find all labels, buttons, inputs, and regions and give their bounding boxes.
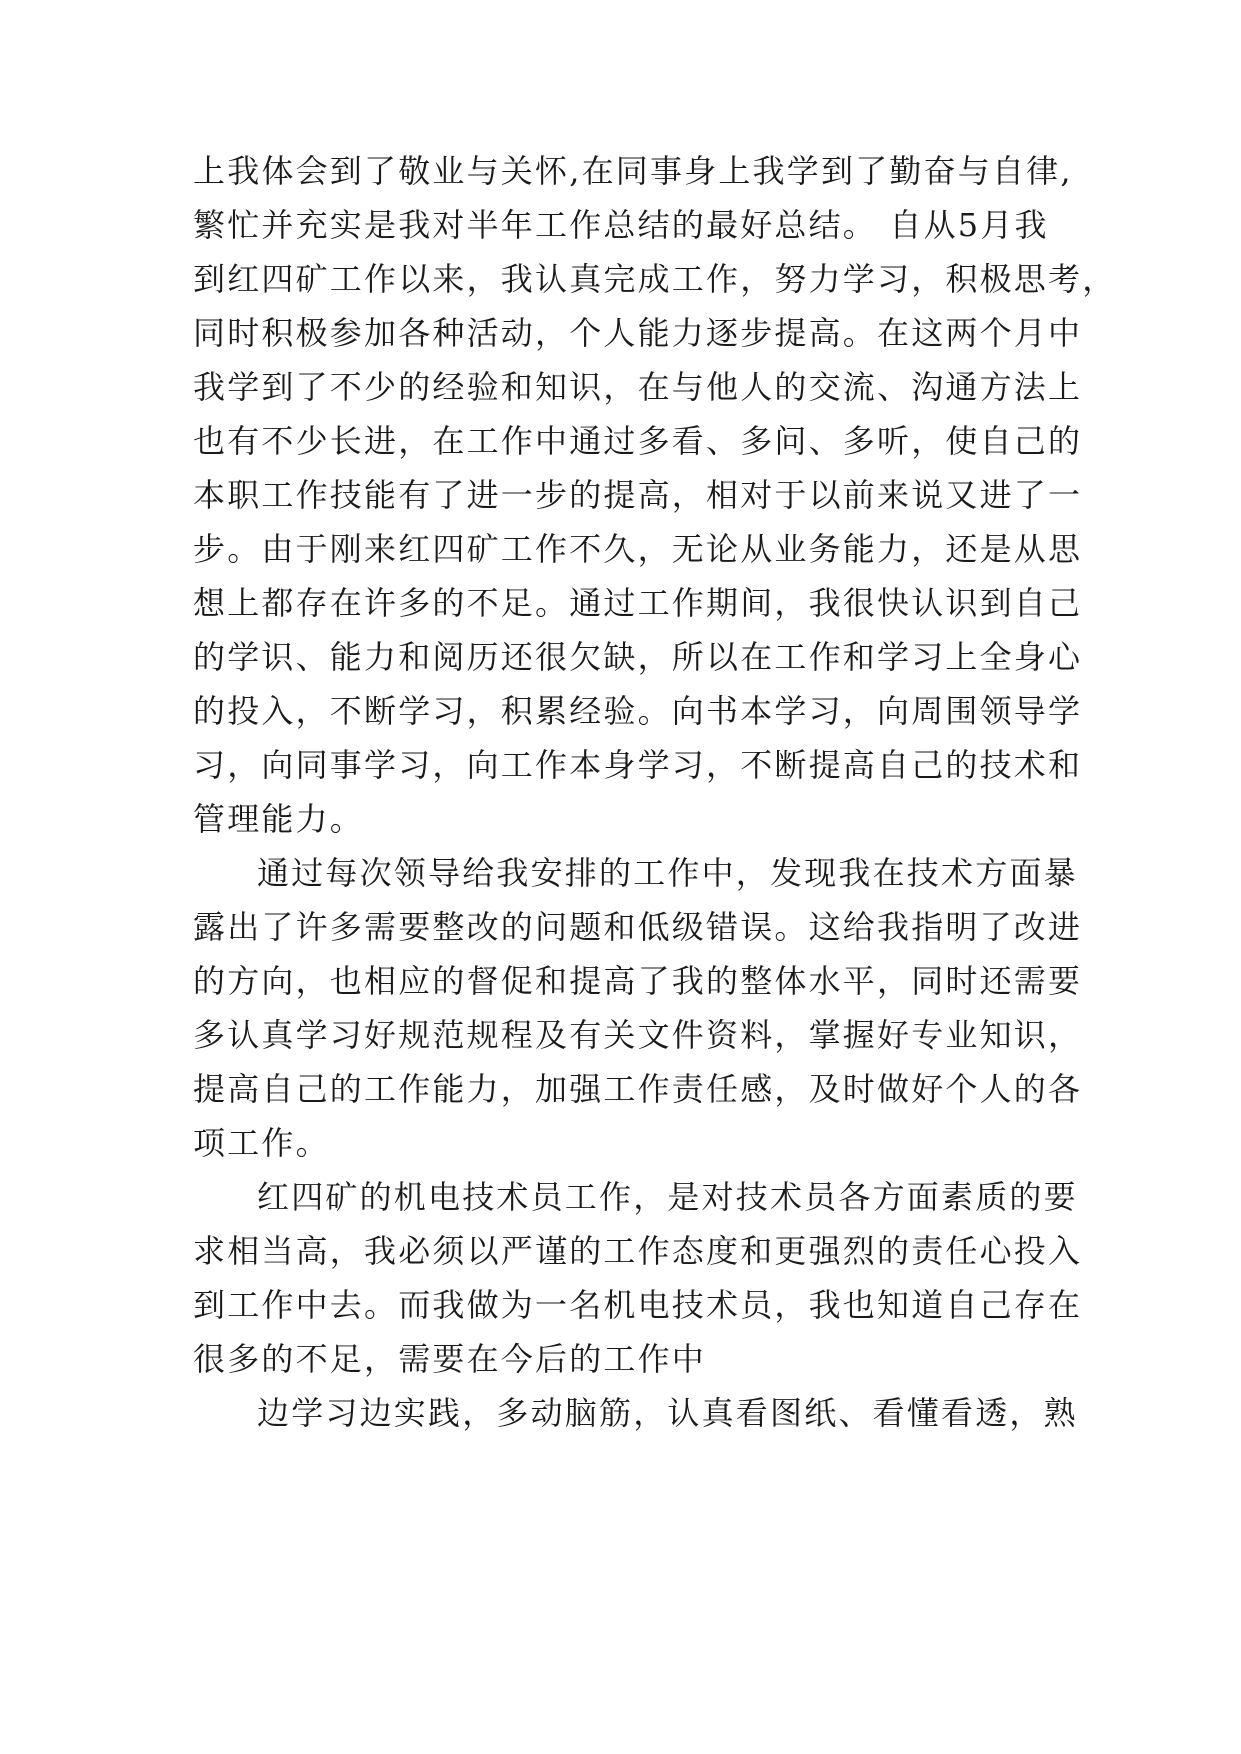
text-line: 我学到了不少的经验和知识，在与他人的交流、沟通方法上 — [193, 368, 1083, 406]
text-line: 到红四矿工作以来，我认真完成工作，努力学习，积极思考， — [193, 260, 1117, 298]
text-line: 上我体会到了敬业与关怀,在同事身上我学到了勤奋与自律, — [193, 152, 1073, 190]
text-line: 也有不少长进，在工作中通过多看、多问、多听，使自己的 — [193, 422, 1083, 460]
text-line: 多认真学习好规范规程及有关文件资料，掌握好专业知识， — [193, 1016, 1083, 1054]
text-line: 到工作中去。而我做为一名机电技术员，我也知道自己存在 — [193, 1286, 1083, 1324]
text-line: 的方向，也相应的督促和提高了我的整体水平，同时还需要 — [193, 962, 1083, 1000]
text-line: 求相当高，我必须以严谨的工作态度和更强烈的责任心投入 — [193, 1232, 1083, 1270]
text-line: 步。由于刚来红四矿工作不久，无论从业务能力，还是从思 — [193, 530, 1083, 568]
paragraph-start-line: 通过每次领导给我安排的工作中，发现我在技术方面暴 — [257, 854, 1078, 892]
text-line: 提高自己的工作能力，加强工作责任感，及时做好个人的各 — [193, 1070, 1083, 1108]
paragraph-start-line: 边学习边实践，多动脑筋，认真看图纸、看懂看透，熟 — [257, 1394, 1078, 1432]
text-line: 露出了许多需要整改的问题和低级错误。这给我指明了改进 — [193, 908, 1083, 946]
text-line: 的投入，不断学习，积累经验。向书本学习，向周围领导学 — [193, 692, 1083, 730]
text-line: 的学识、能力和阅历还很欠缺，所以在工作和学习上全身心 — [193, 638, 1083, 676]
text-line: 本职工作技能有了进一步的提高，相对于以前来说又进了一 — [193, 476, 1083, 514]
text-line: 同时积极参加各种活动，个人能力逐步提高。在这两个月中 — [193, 314, 1083, 352]
text-line: 很多的不足，需要在今后的工作中 — [193, 1340, 707, 1378]
text-line: 习，向同事学习，向工作本身学习，不断提高自己的技术和 — [193, 746, 1083, 784]
text-line: 项工作。 — [193, 1124, 330, 1162]
text-line: 管理能力。 — [193, 800, 365, 838]
paragraph-start-line: 红四矿的机电技术员工作，是对技术员各方面素质的要 — [257, 1178, 1078, 1216]
text-line: 想上都存在许多的不足。通过工作期间，我很快认识到自己 — [193, 584, 1083, 622]
text-line: 繁忙并充实是我对半年工作总结的最好总结。 自从5月我 — [193, 206, 1049, 244]
